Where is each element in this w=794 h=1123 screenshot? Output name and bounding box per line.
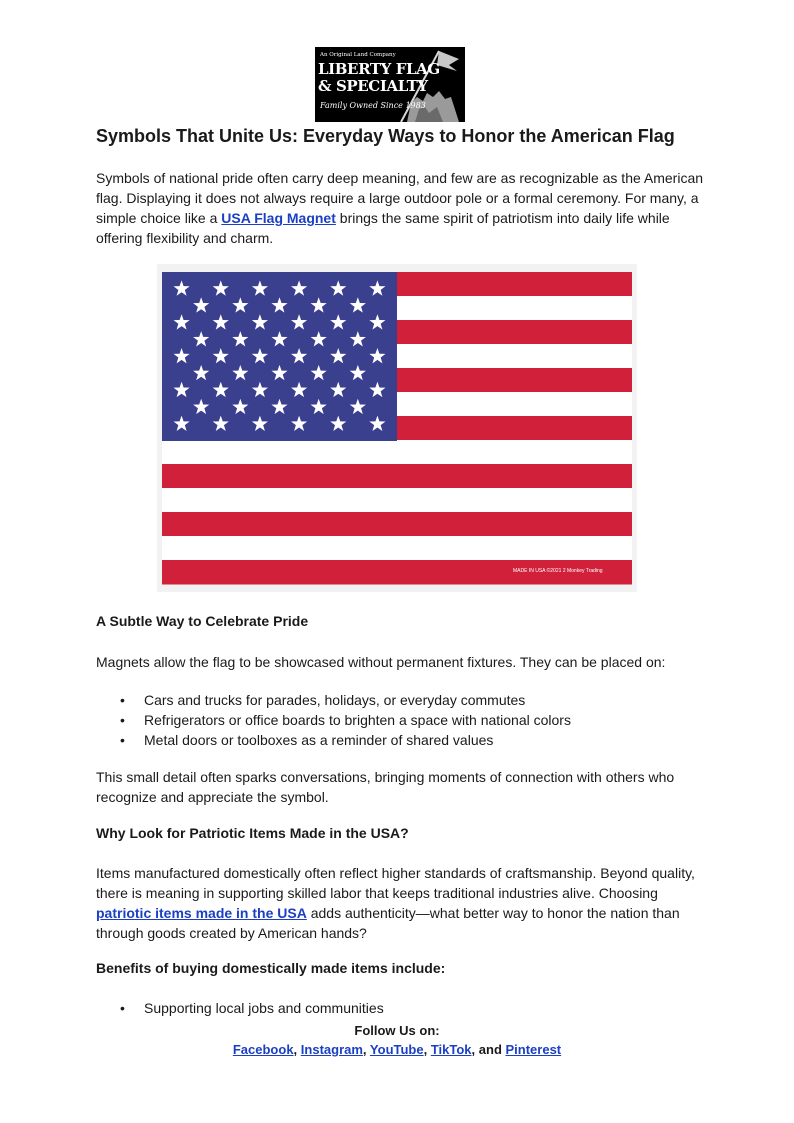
tiktok-link[interactable]: TikTok [430,1042,472,1057]
logo-company-tag: An Original Land Company [320,52,396,58]
pinterest-link[interactable]: Pinterest [505,1042,562,1057]
separator: , and [471,1042,506,1057]
list-item: • Cars and trucks for parades, holidays, or everyday commutes [96,690,571,710]
list-item: • Metal doors or toolboxes as a reminder of shared values [96,730,571,750]
section1-bullet-list [96,690,571,750]
flag-magnet-image [157,264,637,592]
section2-heading: Why Look for Patriotic Items Made in the USA? [96,825,409,841]
facebook-link[interactable]: Facebook [232,1042,294,1057]
list-item: • Supporting local jobs and communities [96,998,384,1018]
logo-tagline: Family Owned Since 1983 [320,101,426,110]
list-item: • Refrigerators or office boards to brighten a space with national colors [96,710,571,730]
page-title: Symbols That Unite Us: Everyday Ways to Honor the American Flag [96,126,675,146]
brand-logo [315,47,465,122]
flag-stripe [162,512,632,537]
separator: , [293,1042,301,1057]
usa-flag-magnet-link[interactable]: USA Flag Magnet [221,210,336,226]
youtube-link[interactable]: YouTube [369,1042,424,1057]
flag-stripe [162,536,632,561]
section1-closing: This small detail often sparks conversations, bringing moments of connection with others who recognize and appreciate the symbol. [96,769,675,805]
section1-text: Magnets allow the flag to be showcased without permanent fixtures. They can be placed on: [96,654,666,670]
intro-text-before: Symbols of national pride often carry deep meaning, and few are as recognizable as the American flag. Displaying it does not always require a large outdoor pole or a formal ceremony. For many, a simple choice like a [96,170,704,226]
flag-caption: MADE IN USA ©2021 2 Monkey Trading [513,568,603,574]
logo-name-line1: LIBERTY FLAG [318,60,440,78]
section3-heading: Benefits of buying domestically made items include: [96,960,446,976]
intro-paragraph [96,168,706,248]
flag-stripe [162,440,632,465]
flag-stripe [162,464,632,489]
section2-text-before: Items manufactured domestically often reflect higher standards of craftsmanship. Beyond quality, there is meaning in supporting skilled labor that keeps traditional industries alive. Choosing [96,865,695,901]
section2-paragraph [96,863,706,943]
separator: , [362,1042,370,1057]
instagram-link[interactable]: Instagram [300,1042,363,1057]
section1-heading: A Subtle Way to Celebrate Pride [96,613,309,629]
section2-text-after: adds authenticity—what better way to honor the nation than through goods created by American hands? [96,905,680,941]
follow-label: Follow Us on: [354,1023,440,1038]
social-links [0,1042,794,1057]
flag-stripe [162,488,632,513]
logo-name-line2: & SPECIALTY [318,77,428,95]
american-flag-icon [157,264,637,592]
patriotic-items-link[interactable]: patriotic items made in the USA [96,905,307,921]
section3-bullet-list [96,998,384,1018]
intro-text-after: brings the same spirit of patriotism into daily life while offering flexibility and charm. [96,210,670,246]
separator: , [423,1042,431,1057]
